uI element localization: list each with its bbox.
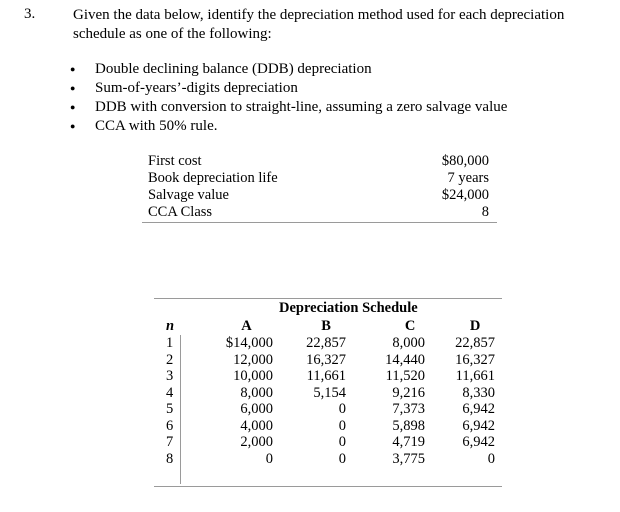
- c-cell: 3,775: [392, 450, 425, 467]
- column-divider: [180, 335, 181, 484]
- given-data-table: [142, 153, 497, 223]
- n-cell: 1: [166, 335, 174, 351]
- column-c: [385, 318, 425, 467]
- b-cell: 0: [338, 434, 346, 450]
- d-cell: 0: [487, 450, 495, 467]
- a-cell: 10,000: [233, 368, 273, 384]
- c-cell: 7,373: [392, 401, 425, 417]
- option-ddb-sl: ● DDB with conversion to straight-line, assuming a zero salvage value: [68, 98, 507, 117]
- n-cell: 5: [166, 401, 174, 417]
- given-label: First cost: [148, 153, 202, 169]
- header-c: C: [404, 318, 416, 334]
- d-cell: 6,942: [462, 417, 495, 434]
- n-cell: 2: [166, 351, 174, 368]
- given-row-cca-class: [142, 204, 497, 221]
- a-cell: 2,000: [240, 434, 273, 450]
- c-cell: 9,216: [392, 384, 425, 401]
- a-cell: 6,000: [240, 401, 273, 417]
- question-prompt: Given the data below, identify the depreciation method used for each depreciation schedule as one of the following:: [73, 7, 565, 42]
- a-cell: 8,000: [240, 384, 273, 401]
- n-cell: 8: [166, 450, 174, 467]
- option-cca: ● CCA with 50% rule.: [68, 117, 507, 136]
- given-value: $24,000: [441, 187, 489, 203]
- column-d: [455, 318, 495, 467]
- given-row-life: [142, 170, 497, 187]
- c-cell: 14,440: [385, 351, 425, 368]
- given-value: $80,000: [441, 153, 489, 169]
- c-cell: 8,000: [392, 335, 425, 351]
- given-value: 7 years: [447, 170, 489, 186]
- column-a: [226, 318, 273, 467]
- b-cell: 11,661: [306, 368, 346, 384]
- given-value: 8: [481, 204, 489, 220]
- n-cell: 6: [166, 417, 174, 434]
- b-cell: 0: [338, 450, 346, 467]
- b-cell: 5,154: [313, 384, 346, 401]
- question-number: 3.: [24, 6, 36, 22]
- c-cell: 5,898: [392, 417, 425, 434]
- given-label: CCA Class: [148, 204, 213, 220]
- a-cell: 4,000: [240, 417, 273, 434]
- schedule-title: Depreciation Schedule: [279, 300, 418, 316]
- a-cell: 12,000: [233, 351, 273, 368]
- given-row-first-cost: [142, 153, 497, 170]
- given-row-salvage: [142, 187, 497, 204]
- a-cell: 0: [265, 450, 273, 467]
- d-cell: 11,661: [455, 368, 495, 384]
- b-cell: 16,327: [306, 351, 346, 368]
- column-b: [306, 318, 346, 467]
- b-cell: 0: [338, 417, 346, 434]
- header-a: A: [241, 318, 252, 334]
- header-n: n: [166, 318, 175, 334]
- n-cell: 7: [166, 434, 174, 450]
- option-ddb: ● Double declining balance (DDB) depreciation: [68, 60, 507, 79]
- d-cell: 8,330: [462, 384, 495, 401]
- d-cell: 16,327: [455, 351, 495, 368]
- d-cell: 22,857: [455, 335, 495, 351]
- method-options-list: [68, 60, 507, 136]
- n-cell: 3: [166, 368, 174, 384]
- d-cell: 6,942: [462, 401, 495, 417]
- column-n: [166, 318, 180, 467]
- given-label: Book depreciation life: [148, 170, 278, 186]
- n-cell: 4: [166, 384, 174, 401]
- depreciation-schedule-table: [154, 298, 502, 487]
- header-d: D: [469, 318, 481, 334]
- b-cell: 0: [338, 401, 346, 417]
- a-cell: $14,000: [225, 335, 273, 351]
- c-cell: 4,719: [392, 434, 425, 450]
- b-cell: 22,857: [306, 335, 346, 351]
- option-syd: ● Sum-of-years’-digits depreciation: [68, 79, 507, 98]
- d-cell: 6,942: [462, 434, 495, 450]
- header-b: B: [321, 318, 331, 334]
- c-cell: 11,520: [385, 368, 425, 384]
- given-label: Salvage value: [148, 187, 229, 203]
